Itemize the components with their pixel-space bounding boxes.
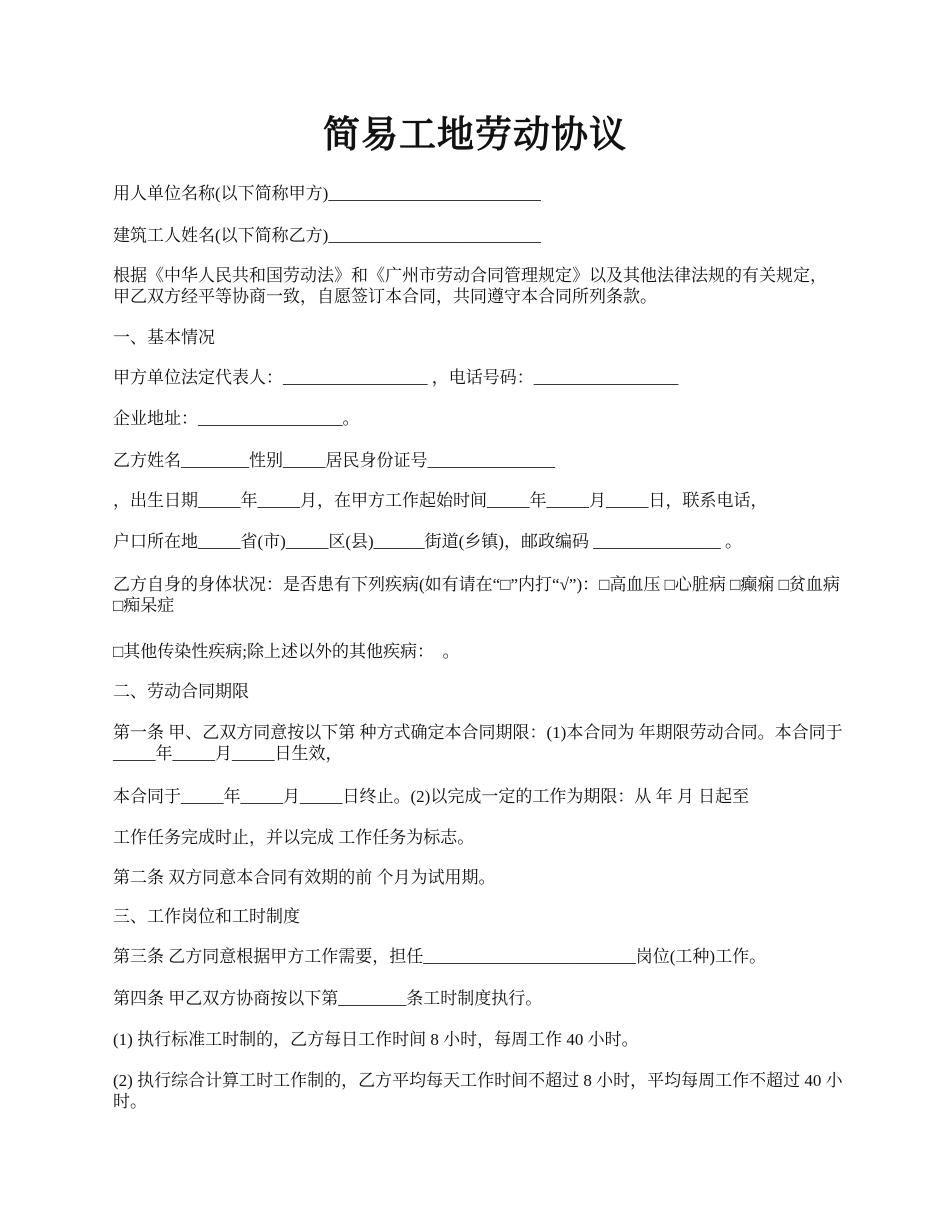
preamble-paragraph: 根据《中华人民共和国劳动法》和《广州市劳动合同管理规定》以及其他法律法规的有关规定，甲乙双方经平等协商一致，自愿签订本合同，共同遵守本合同所列条款。 xyxy=(113,266,827,306)
employer-name-line: 用人单位名称(以下简称甲方)_________________________ xyxy=(113,184,541,203)
article-3-position: 第三条 乙方同意根据甲方工作需要，担任_________________________岗位(工种)工作。 xyxy=(113,947,767,966)
article-1-paragraph: 第一条 甲、乙双方同意按以下第 种方式确定本合同期限：(1)本合同为 年期限劳动合同。本合同于_____年_____月_____日生效， xyxy=(113,723,843,763)
worker-name-line: 建筑工人姓名(以下简称乙方)_________________________ xyxy=(113,226,541,245)
household-registration-line: 户口所在地_____省(市)_____区(县)______街道(乡镇)，邮政编码 _______________ 。 xyxy=(113,532,742,551)
comprehensive-hours-clause: (2) 执行综合计算工时工作制的，乙方平均每天工作时间不超过 8 小时，平均每周工作不超过 40 小时。 xyxy=(113,1071,843,1111)
article-4-working-hours: 第四条 甲乙双方协商按以下第________条工时制度执行。 xyxy=(113,989,543,1008)
company-address-line: 企业地址：_________________。 xyxy=(113,409,360,428)
article-1-task-completion: 工作任务完成时止，并以完成 工作任务为标志。 xyxy=(113,828,475,847)
article-2-probation: 第二条 双方同意本合同有效期的前 个月为试用期。 xyxy=(113,868,496,887)
birth-date-line: ，出生日期_____年_____月，在甲方工作起始时间_____年_____月_____日，联系电话， xyxy=(113,491,768,510)
section-heading-basic-info: 一、基本情况 xyxy=(113,328,215,347)
section-heading-contract-term: 二、劳动合同期限 xyxy=(113,682,249,701)
standard-hours-clause: (1) 执行标准工时制的，乙方每日工作时间 8 小时，每周工作 40 小时。 xyxy=(113,1030,639,1049)
other-diseases-line: □其他传染性疾病;除上述以外的其他疾病： 。 xyxy=(113,642,460,661)
health-status-paragraph: 乙方自身的身体状况：是否患有下列疾病(如有请在“□”内打“√”)：□高血压 □心脏病 □癫痫 □贫血病 □痴呆症 xyxy=(113,575,840,615)
worker-info-line: 乙方姓名________性别_____居民身份证号_______________ xyxy=(113,451,555,470)
legal-representative-line: 甲方单位法定代表人：_________________ ，电话号码：_________________ xyxy=(113,368,679,387)
section-heading-position-hours: 三、工作岗位和工时制度 xyxy=(113,907,300,926)
article-1-continuation: 本合同于_____年_____月_____日终止。(2)以完成一定的工作为期限：从 年 月 日起至 xyxy=(113,787,750,806)
document-title: 简易工地劳动协议 xyxy=(323,115,627,156)
